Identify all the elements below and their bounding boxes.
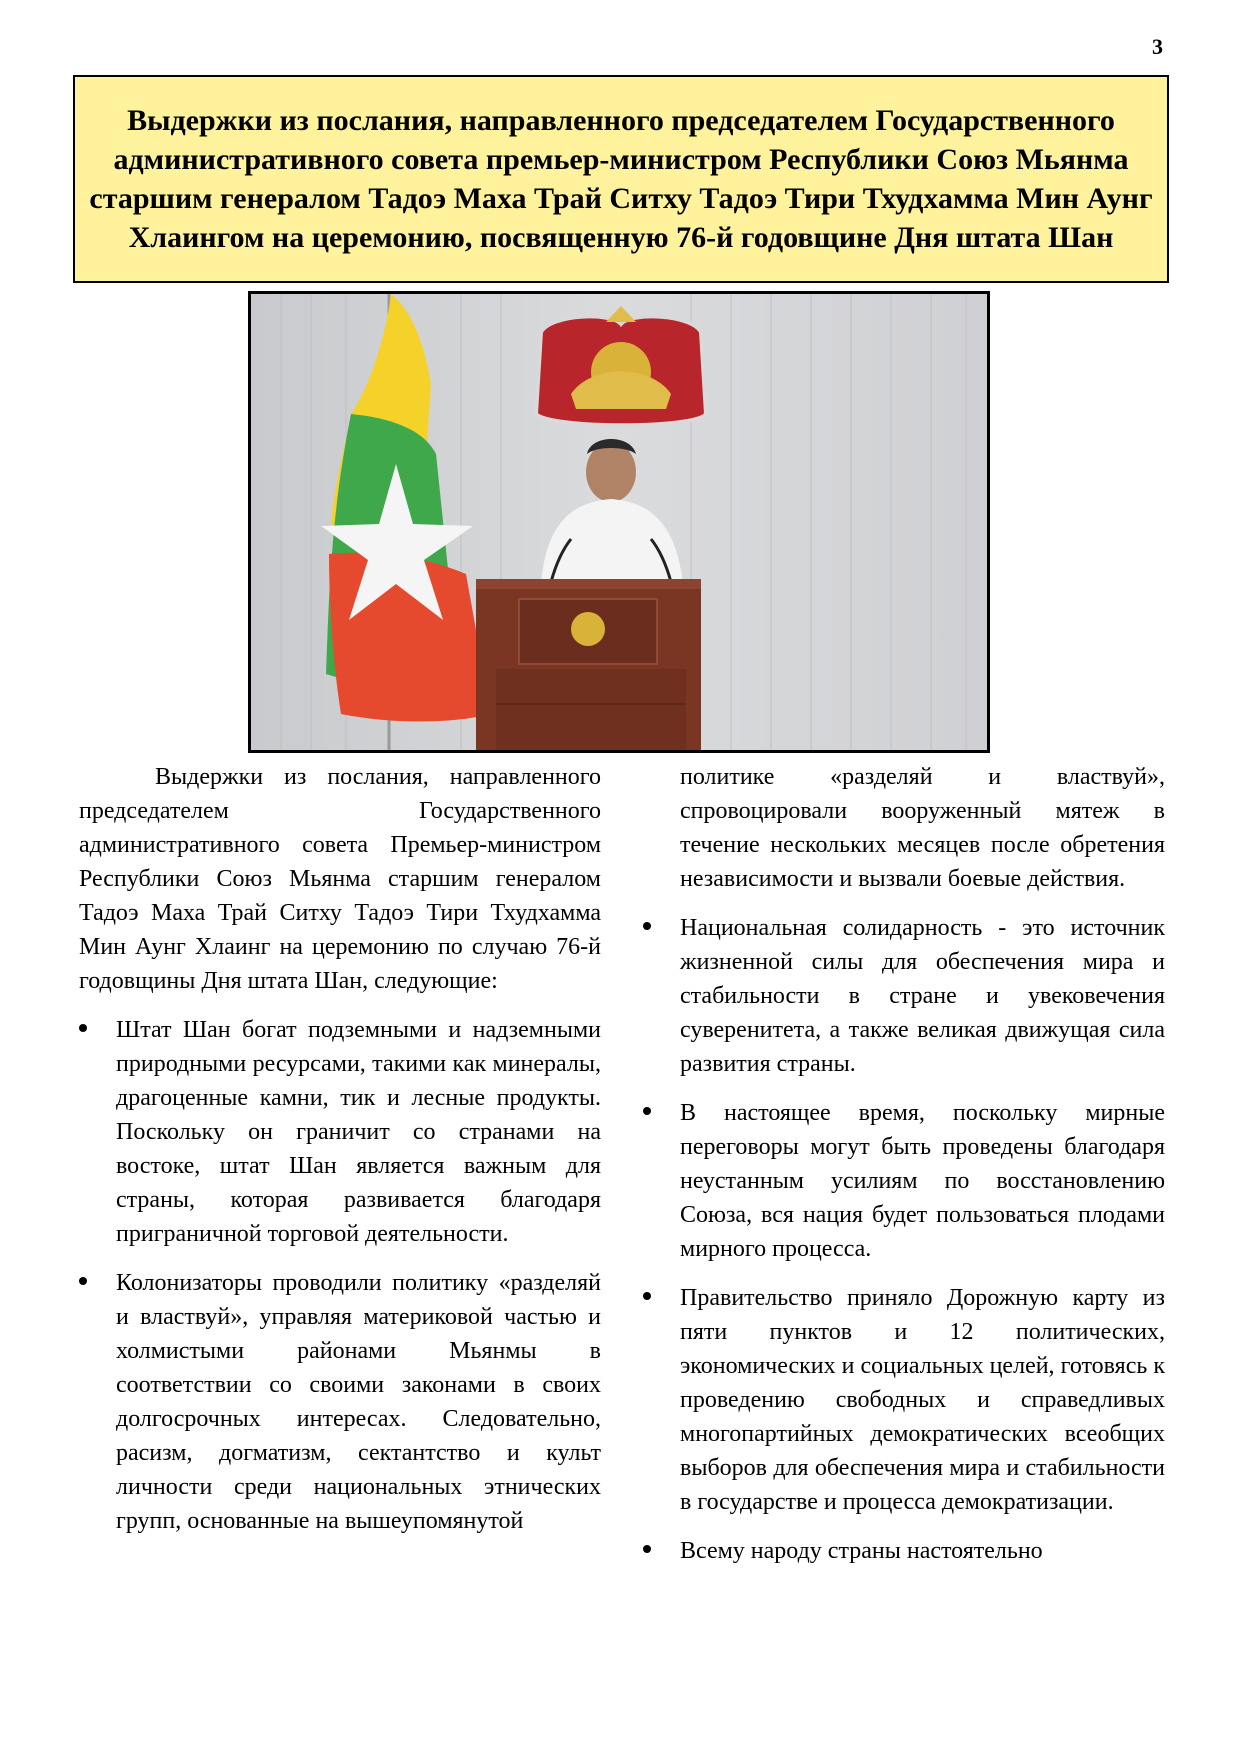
bullet-icon [79, 1013, 116, 1047]
bullet-icon [79, 1266, 116, 1300]
speech-photo [248, 291, 990, 753]
podium [476, 579, 701, 750]
left-column [79, 760, 601, 1553]
list-item-text: Национальная солидарность - это источник жизненной силы для обеспечения мира и стабильности в стране и увековечения суверенитета, а также великая движущая сила развития страны. [680, 915, 1165, 1077]
continued-paragraph: политике «разделяй и властвуй», спровоцировали вооруженный мятеж в течение нескольких месяцев после обретения независимости и вызвали боевые действия. [680, 764, 1165, 892]
bullet-icon [643, 1096, 680, 1130]
list-item [680, 911, 1165, 1081]
list-item-text: В настоящее время, поскольку мирные переговоры могут быть проведены благодаря неустанным усилиям по восстановлению Союза, вся нация будет пользоваться плодами мирного процесса. [680, 1100, 1165, 1262]
bullet-icon [643, 911, 680, 945]
photo-icon [251, 294, 987, 750]
page-number: 3 [1152, 34, 1163, 59]
list-item-text: Колонизаторы проводили политику «разделяй и властвуй», управляя материковой частью и холмистыми районами Мьянмы в соответствии со своими законами в своих долгосрочных интересах. Следовательно, расизм, догматизм, сектантство и культ личности среди национальных этнических групп, основанные на вышеупомянутой [116, 1270, 601, 1534]
list-item-text: Штат Шан богат подземными и надземными природными ресурсами, такими как минералы, драгоценные камни, тик и лесные продукты. Поскольку он граничит со странами на востоке, штат Шан является важным для страны, которая развивается благодаря приграничной торговой деятельности. [116, 1017, 601, 1247]
state-emblem [536, 306, 706, 425]
list-item-text: Всему народу страны настоятельно [680, 1538, 1043, 1564]
intro-paragraph: Выдержки из послания, направленного председателем Государственного административного совета Премьер-министром Республики Союз Мьянма старшим генералом Тадоэ Маха Трай Ситху Тадоэ Тири Тхудхамма Мин Аунг Хлаинг на церемонию по случаю 76-й годовщины Дня штата Шан, следующие: [79, 764, 601, 994]
right-column [680, 760, 1165, 1583]
list-item [79, 1266, 601, 1538]
headline-box [73, 75, 1169, 283]
list-item [680, 1534, 1165, 1568]
list-item-text: Правительство приняло Дорожную карту из пяти пунктов и 12 политических, экономических и социальных целей, готовясь к проведению свободных и справедливых многопартийных демократических всеобщих выборов для обеспечения мира и стабильности в государстве и процесса демократизации. [680, 1285, 1165, 1515]
bullet-icon [643, 1281, 680, 1315]
bullet-icon [643, 1534, 680, 1568]
list-item [680, 1096, 1165, 1266]
headline: Выдержки из послания, направленного председателем Государственного административного совета премьер-министром Республики Союз Мьянма старшим генералом Тадоэ Маха Трай Ситху Тадоэ Тири Тхудхамма Мин Аунг Хлаингом на церемонию, посвященную 76-й годовщине Дня штата Шан [89, 104, 1153, 254]
list-item [79, 1013, 601, 1251]
list-item [680, 1281, 1165, 1519]
